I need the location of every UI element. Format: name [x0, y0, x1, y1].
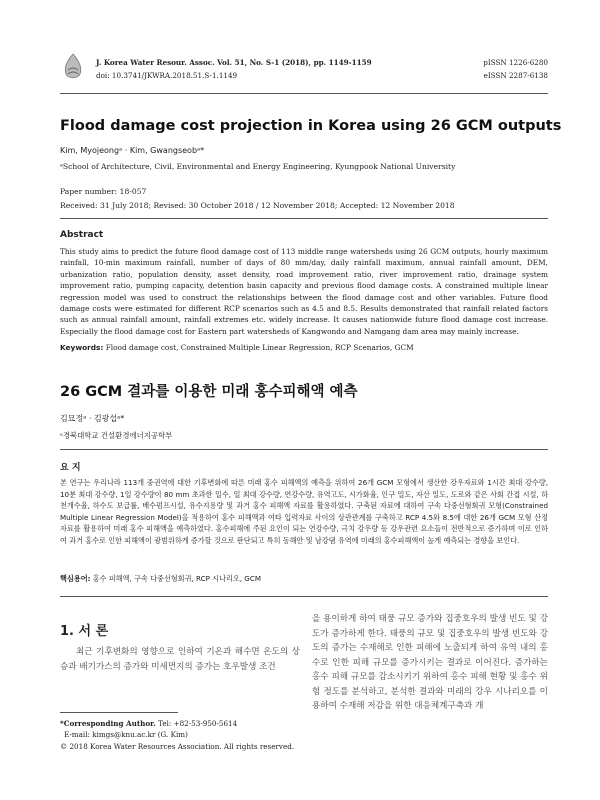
keywords-ko: [60, 574, 548, 584]
keywords-label-ko: 핵심용어:: [60, 574, 91, 583]
submission-dates: Received: 31 July 2018; Revised: 30 October 2018 / 12 November 2018; Accepted: 12 November 2018: [60, 201, 455, 210]
affiliation-en: ᵃSchool of Architecture, Civil, Environmental and Energy Engineering, Kyungpook National University: [60, 162, 456, 171]
pissn: pISSN 1226-6280: [483, 58, 548, 67]
affiliation-ko: ᵃ경북대학교 건설환경에너지공학부: [60, 431, 173, 440]
corresponding-label: *Corresponding Author.: [60, 719, 156, 728]
header-divider: [60, 93, 548, 94]
paper-number: Paper number: 18-057: [60, 187, 147, 196]
body-column-right: 을 용이하게 하여 태풍 규모 증가와 집중호우의 발생 빈도 및 강도가 증가하게 한다. 태풍의 규모 및 집중호우의 발생 빈도와 강도의 증가는 수재해로 인한 피해에 노출되게 하여 유역 내의 홍수로 인한 피해 규모를 증가시키는 결과로 이어진다. 증가하는 홍수 피해 규모를 감소시키기 위하여 홍수 피해 현황 및 홍수 위험 정도를 분석하고, 분석한 결과와 미래의 강우 시나리오를 이용하여 수재해 저감을 위한 대응체계구축과 개: [312, 614, 548, 711]
abstract-ko: 본 연구는 우리나라 113개 중권역에 대한 기후변화에 따른 미래 홍수 피해액의 예측을 위하여 26개 GCM 모형에서 생산한 강우자료와 1시간 최대 강수량, 10분 최대 강수량, 1일 강수량이 80 mm 초과한 일수, 일 최대 강수량, 연강수량, 유역고도, 시가화율, 인구 밀도, 자산 밀도, 도로와 같은 사회 간접 시설, 하천개수율, 하수도 보급률, 배수펌프시설, 유수지용량 및 과거 홍수 피해액 자료를 활용하였다. 구축된 자료에 대하여 구속 다중선형회귀 모형(Constrained Multiple Linear Regression Model)을 적용하여 홍수 피해액과 여타 입력자료 사이의 상관관계를 구축하고 RCP 4.5와 8.5에 대한 26개 GCM 모형 산정자료를 활용하여 미래 홍수 피해액을 예측하였다. 홍수피해에 주된 요인이 되는 연강수량, 극치 강우량 등 강우관련 요소들이 전반적으로 증가하며 이로 인하여 과거 홍수로 인한 피해액이 광범위하게 증가할 것으로 판단되고 특히 동해안 및 남강댐 유역에 미래의 홍수피해액이 높게 예측되는 경향을 보인다.: [60, 478, 548, 545]
abstract-heading-en: Abstract: [60, 230, 104, 240]
footnote-divider: [60, 712, 178, 713]
journal-citation: [96, 56, 372, 82]
authors-en: Kim, Myojeongᵃ · Kim, Gwangseobᵃ*: [60, 146, 205, 155]
body-column-left: [60, 645, 300, 674]
copyright: © 2018 Korea Water Resources Association. All rights reserved.: [60, 742, 295, 751]
ko-divider: [60, 449, 548, 450]
keywords-label-en: Keywords:: [60, 343, 104, 352]
meta-divider: [60, 218, 548, 219]
corresponding-email[interactable]: E-mail: kimgs@knu.ac.kr (G. Kim): [64, 730, 188, 739]
journal-logo-icon: [60, 52, 86, 82]
abstract-heading-ko: 요 지: [60, 463, 81, 473]
section-1-heading: 1. 서 론: [60, 624, 109, 639]
corresponding-footnote: [60, 718, 237, 740]
issn-block: [483, 56, 548, 82]
authors-ko: 김묘정ᵃ · 김광섭ᵃ*: [60, 414, 125, 423]
keywords-en: [60, 343, 548, 352]
keywords-list-ko: 홍수 피해액, 구속 다중선형회귀, RCP 시나리오, GCM: [90, 574, 261, 583]
body-divider: [60, 596, 548, 597]
eissn: eISSN 2287-6138: [483, 71, 548, 80]
corresponding-tel: Tel: +82-53-950-5614: [155, 719, 238, 728]
abstract-en: This study aims to predict the future flood damage cost of 113 middle range watersheds using 26 GCM outputs, hourly maximum rainfall, 10-min maximum rainfall, number of days of 80 mm/day, daily rainfall maximum, annual rainfall amount, DEM, urbanization ratio, population density, asset density, road improvement ratio, river improvement ratio, drainage system improvement ratio, pumping capacity, detention basin capacity and previous flood damage costs. A constrained multiple linear regression model was used to construct the relationships between the flood damage cost and other variables. Future flood damage costs were estimated for different RCP scenarios such as 4.5 and 8.5. Results demonstrated that rainfall related factors such as annual rainfall amount, rainfall extremes etc. widely increase. It causes nationwide future flood damage cost increase. Especially the flood damage cost for Eastern part watersheds of Kangwondo and Namgang dam area may mainly increase.: [60, 247, 548, 336]
paper-meta: [60, 185, 455, 213]
intro-paragraph-start: 최근 기후변화의 영향으로 인하여 기온과 해수면 온도의 상승과 배기가스의 증가와 미세먼지의 증가는 호우발생 조건: [60, 647, 300, 672]
doi[interactable]: doi: 10.3741/JKWRA.2018.51.S-1.1149: [96, 71, 238, 80]
journal-header: [60, 52, 548, 86]
paper-title-ko: 26 GCM 결과를 이용한 미래 홍수피해액 예측: [60, 384, 358, 400]
journal-reference: J. Korea Water Resour. Assoc. Vol. 51, No. S-1 (2018), pp. 1149-1159: [96, 58, 372, 67]
keywords-list-en: Flood damage cost, Constrained Multiple Linear Regression, RCP Scenarios, GCM: [103, 343, 414, 352]
paper-title-en: Flood damage cost projection in Korea using 26 GCM outputs: [60, 118, 562, 134]
